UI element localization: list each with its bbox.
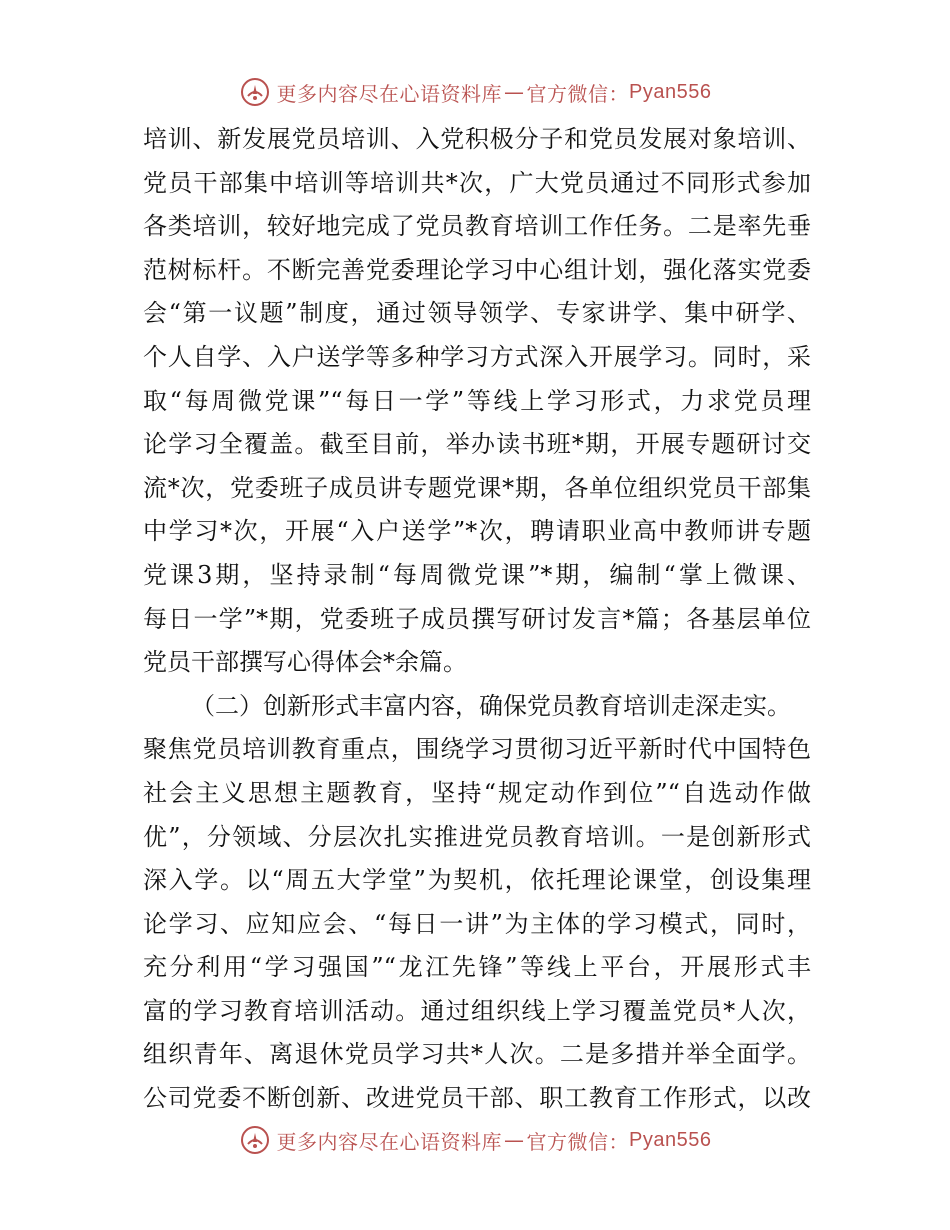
watermark-wechat-label: 官方微信： [526, 81, 630, 106]
book-pen-logo-icon [239, 76, 271, 108]
section-heading: （二）创新形式丰富内容，确保党员教育培训走深走实。 [191, 691, 791, 720]
text-line: 论学习全覆盖。截至目前，举办读书班*期，开展专题研讨交 [143, 430, 811, 459]
text-line: 充分利用“学习强国”“龙江先锋”等线上平台，开展形式丰 [143, 953, 811, 982]
watermark-site-text: 更多内容尽在心语资料库 [276, 81, 503, 106]
text-line: 优”，分领域、分层次扎实推进党员教育培训。一是创新形式 [143, 822, 811, 851]
text-line: 党员干部集中培训等培训共*次，广大党员通过不同形式参加 [143, 168, 811, 197]
text-line: 富的学习教育培训活动。通过组织线上学习覆盖党员*人次， [143, 996, 811, 1025]
text-line: 中学习*次，开展“入户送学”*次，聘请职业高中教师讲专题 [143, 517, 811, 546]
text-line: 会“第一议题”制度，通过领导领学、专家讲学、集中研学、 [143, 299, 811, 328]
watermark-site-text: 更多内容尽在心语资料库 [276, 1129, 503, 1154]
text-line: 各类培训，较好地完成了党员教育培训工作任务。二是率先垂 [143, 212, 811, 241]
watermark-wechat-label: 官方微信： [526, 1129, 630, 1154]
footer-watermark [0, 1120, 950, 1160]
watermark-separator: — [504, 80, 525, 104]
book-pen-logo-icon [239, 1124, 271, 1156]
header-watermark [0, 72, 950, 112]
text-line: 培训、新发展党员培训、入党积极分子和党员发展对象培训、 [143, 125, 811, 153]
text-line: 党课3期，坚持录制“每周微党课”*期，编制“掌上微课、 [143, 560, 811, 589]
text-line: 社会主义思想主题教育，坚持“规定动作到位”“自选动作做 [143, 778, 811, 807]
text-line: 党员干部撰写心得体会*余篇。 [143, 648, 467, 677]
text-line: 取“每周微党课”“每日一学”等线上学习形式，力求党员理 [143, 386, 811, 415]
text-line: 聚焦党员培训教育重点，围绕学习贯彻习近平新时代中国特色 [143, 735, 811, 764]
text-line: 论学习、应知应会、“每日一讲”为主体的学习模式，同时， [143, 909, 811, 938]
text-line: 个人自学、入户送学等多种学习方式深入开展学习。同时，采 [143, 342, 811, 371]
watermark-wechat-id: Pyan556 [629, 1128, 712, 1151]
text-line: 公司党委不断创新、改进党员干部、职工教育工作形式，以改 [143, 1084, 811, 1113]
text-line: 每日一学”*期，党委班子成员撰写研讨发言*篇；各基层单位 [143, 604, 811, 633]
text-line: 组织青年、离退休党员学习共*人次。二是多措并举全面学。 [143, 1040, 811, 1069]
watermark-wechat-id: Pyan556 [629, 80, 712, 103]
watermark-separator: — [504, 1128, 525, 1152]
text-line: 范树标杆。不断完善党委理论学习中心组计划，强化落实党委 [143, 255, 811, 284]
text-line: 流*次，党委班子成员讲专题党课*期，各单位组织党员干部集 [143, 473, 811, 502]
body-text [143, 118, 811, 1121]
text-line: 深入学。以“周五大学堂”为契机，依托理论课堂，创设集理 [143, 866, 811, 895]
